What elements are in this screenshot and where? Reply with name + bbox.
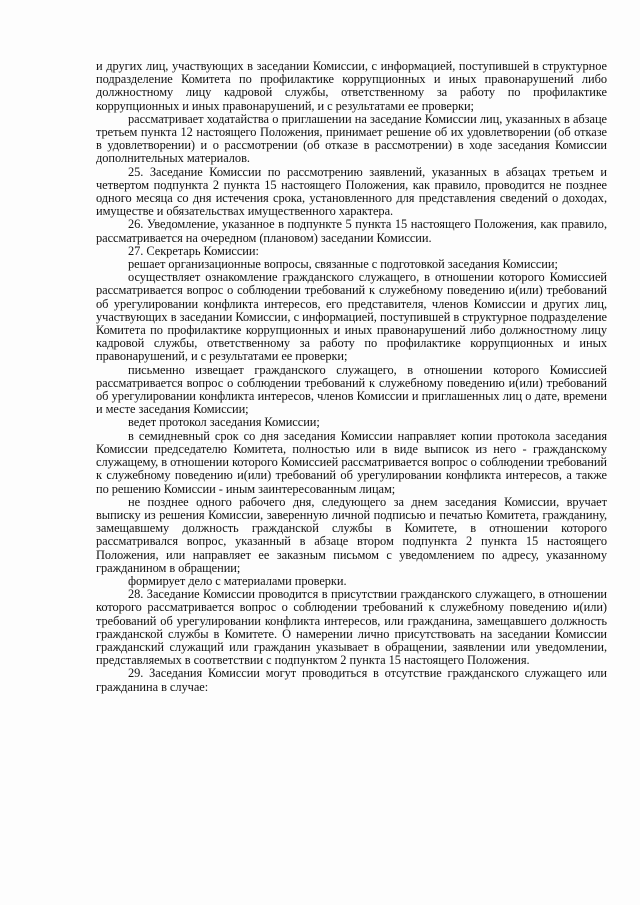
paragraph: решает организационные вопросы, связанные с подготовкой заседания Комиссии; (128, 257, 558, 272)
paragraph: ведет протокол заседания Комиссии; (128, 415, 320, 430)
paragraph: рассматривает ходатайства о приглашении на заседание Комиссии лиц, указанных в абзаце третьем пункта 12 настоящего Положения, принимает решение об их удовлетворении (об отказе в удовлетворении) и о рассмотрении (об отказе в рассмотрении) в ходе заседания Комиссии дополнительных материалов. (96, 111, 607, 166)
paragraph: письменно извещает гражданского служащего, в отношении которого Комиссией рассматривается вопрос о соблюдении требований к служебному поведению и(или) требований об урегулировании конфликта интересов, членов Комиссии и приглашенных лиц о дате, времени и месте заседания Комиссии; (96, 362, 607, 417)
paragraph: и других лиц, участвующих в заседании Комиссии, с информацией, поступившей в структурное подразделение Комитета по профилактике коррупционных и иных правонарушений либо должностному лицу кадровой службы, ответственному за работу по профилактике коррупционных и иных правонарушений, и с результатами ее проверки; (96, 59, 607, 113)
paragraph: осуществляет ознакомление гражданского служащего, в отношении которого Комиссией рассматривается вопрос о соблюдении требований к служебному поведению и(или) требований об урегулировании конфликта интересов, его представителя, членов Комиссии и других лиц, участвующих в заседании Комиссии, с информацией, поступившей в структурное подразделение Комитета по профилактике коррупционных и иных правонарушений либо должностному лицу кадровой службы, ответственному за работу по профилактике коррупционных и иных правонарушений, и с результатами ее проверки; (96, 270, 607, 364)
paragraph: 29. Заседания Комиссии могут проводиться в отсутствие гражданского служащего или гражданина в случае: (96, 666, 607, 694)
paragraph: 25. Заседание Комиссии по рассмотрению заявлений, указанных в абзацах третьем и четвертом подпункта 2 пункта 15 настоящего Положения, как правило, проводится не позднее одного месяца со дня истечения срока, установленного для представления сведений о доходах, имуществе и обязательствах имущественного характера. (96, 164, 607, 219)
paragraph: 28. Заседание Комиссии проводится в присутствии гражданского служащего, в отношении которого рассматривается вопрос о соблюдении требований к служебному поведению и(или) требований об урегулировании конфликта интересов, или гражданина, замещавшего должность гражданской службы в Комитете. О намерении лично присутствовать на заседании Комиссии гражданский служащий или гражданин указывает в обращении, заявлении или уведомлении, представляемых в соответствии с подпунктом 2 пункта 15 настоящего Положения. (96, 587, 607, 668)
document-body (96, 60, 607, 694)
paragraph: не позднее одного рабочего дня, следующего за днем заседания Комиссии, вручает выписку из решения Комиссии, заверенную личной подписью и печатью Комитета, гражданину, замещавшему должность гражданской службы в Комитете, в отношении которого рассматривался вопрос, указанный в абзаце втором подпункта 2 пункта 15 настоящего Положения, или направляет ее заказным письмом с уведомлением по адресу, указанному гражданином в обращении; (96, 494, 607, 575)
paragraph: в семидневный срок со дня заседания Комиссии направляет копии протокола заседания Комиссии председателю Комитета, полностью или в виде выписок из него - гражданскому служащему, в отношении которого Комиссией рассматривается вопрос о соблюдении требований к служебному поведению и(или) требований об урегулировании конфликта интересов, а также по решению Комиссии - иным заинтересованным лицам; (96, 428, 607, 496)
paragraph: 26. Уведомление, указанное в подпункте 5 пункта 15 настоящего Положения, как правило, рассматривается на очередном (плановом) заседании Комиссии. (96, 217, 607, 245)
paragraph: 27. Секретарь Комиссии: (128, 243, 259, 258)
paragraph: формирует дело с материалами проверки. (128, 573, 347, 588)
